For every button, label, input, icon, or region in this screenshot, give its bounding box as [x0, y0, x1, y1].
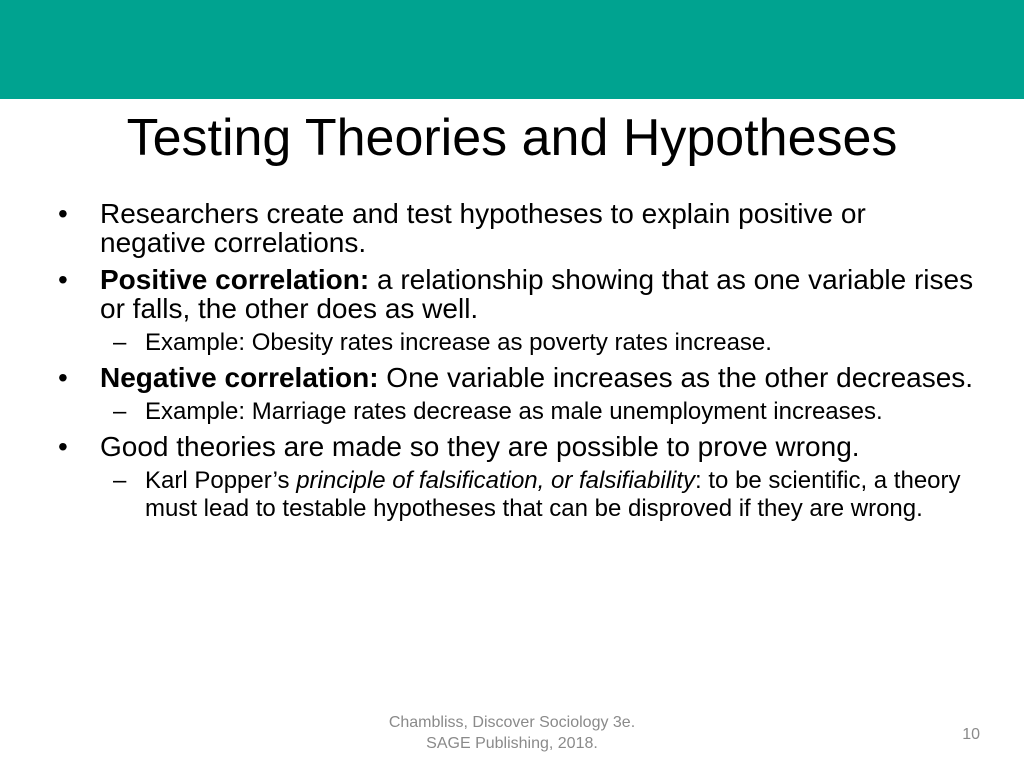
bullet-item — [58, 363, 978, 392]
sub-bullet-italic-term: principle of falsification, or falsifiability — [296, 467, 696, 494]
bullet-item — [58, 265, 978, 323]
sub-bullet-item — [103, 467, 978, 523]
bullet-text: a relationship showing that as one variable rises or falls, the other does as well. — [100, 264, 974, 324]
bullet-marker: • — [58, 431, 68, 462]
sub-bullet-item — [103, 398, 978, 426]
bullet-lead-term: Negative correlation: — [100, 362, 379, 393]
slide-title: Testing Theories and Hypotheses — [126, 109, 898, 167]
sub-bullet-text: Example: Marriage rates decrease as male unemployment increases. — [145, 398, 883, 425]
bullet-item — [58, 432, 978, 461]
bullet-marker: • — [58, 198, 68, 229]
bullet-text: Researchers create and test hypotheses to explain positive or negative correlations. — [100, 198, 866, 258]
footer-citation — [362, 712, 662, 754]
header-band — [0, 0, 1024, 99]
footer-citation-line1: Chambliss, Discover Sociology 3e. — [388, 714, 636, 731]
bullet-marker: • — [58, 362, 68, 393]
bullet-text: One variable increases as the other decreases. — [378, 362, 974, 393]
bullet-item — [58, 199, 978, 257]
footer-citation-line2: SAGE Publishing, 2018. — [426, 735, 598, 752]
bullet-lead-term: Positive correlation: — [100, 264, 370, 295]
bullet-marker: • — [58, 264, 68, 295]
sub-bullet-marker: – — [113, 329, 127, 356]
sub-bullet-suffix: : to be scientific, a theory must lead to testable hypotheses that can be disproved if they are wrong. — [145, 467, 961, 522]
bullet-text: Good theories are made so they are possible to prove wrong. — [100, 431, 860, 462]
sub-bullet-marker: – — [113, 398, 127, 425]
sub-bullet-text: Example: Obesity rates increase as poverty rates increase. — [145, 329, 772, 356]
slide-content — [58, 199, 978, 529]
sub-bullet-prefix: Karl Popper’s — [145, 467, 297, 494]
sub-bullet-marker: – — [113, 467, 127, 494]
slide-number: 10 — [962, 726, 980, 743]
sub-bullet-item — [103, 329, 978, 357]
